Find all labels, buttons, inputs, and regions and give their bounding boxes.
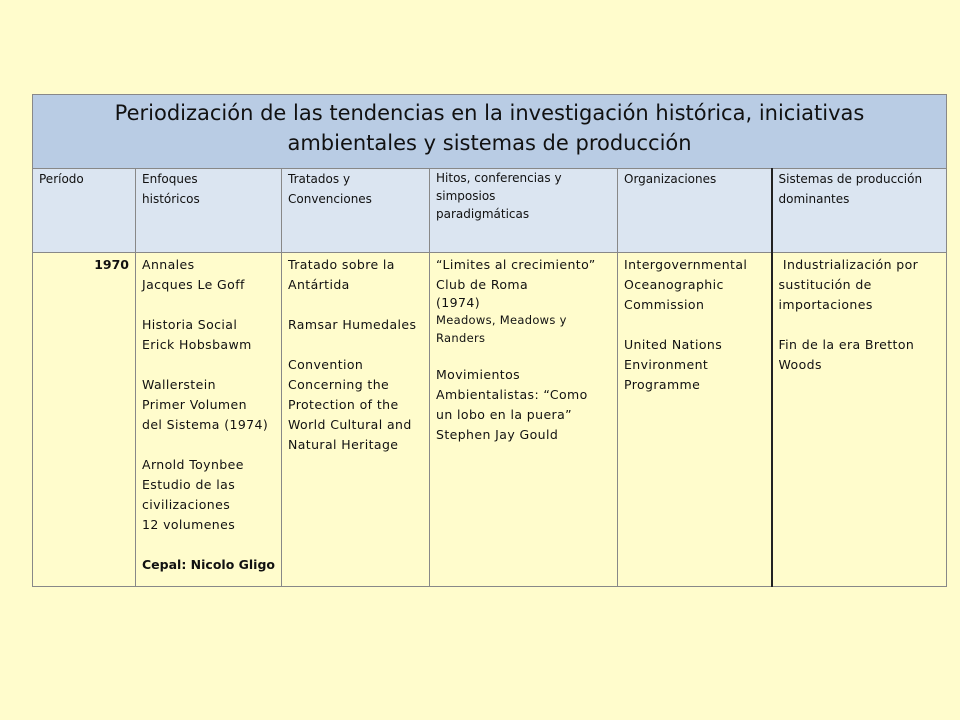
tratados-line: Protection of the [288, 397, 399, 412]
hitos-line: Movimientos [436, 367, 521, 382]
periodization-table-container [32, 94, 946, 587]
organizaciones-line: Commission [624, 297, 705, 312]
sistemas-line: sustitución de [778, 277, 872, 292]
period-value: 1970 [94, 257, 129, 272]
enfoques-line: Estudio de las [142, 477, 236, 492]
hitos-line: “Limites al crecimiento” [436, 257, 596, 272]
header-hitos-line-3: paradigmáticas [436, 207, 530, 221]
enfoques-line: Wallerstein [142, 377, 216, 392]
enfoques-line: Jacques Le Goff [142, 277, 245, 292]
spacer [624, 315, 765, 335]
tratados-line: Tratado sobre la [288, 257, 395, 272]
header-tratados [282, 169, 430, 253]
cell-sistemas [772, 253, 947, 587]
cell-period [33, 253, 136, 587]
enfoques-line-cepal: Cepal: Nicolo Gligo [142, 557, 276, 572]
organizaciones-line: Programme [624, 377, 701, 392]
header-enfoques-line-2: históricos [142, 192, 200, 206]
cell-hitos [430, 253, 618, 587]
header-organizaciones [618, 169, 772, 253]
spacer [142, 295, 275, 315]
organizaciones-line: Oceanographic [624, 277, 724, 292]
hitos-line: Ambientalistas: “Como [436, 387, 588, 402]
header-periodo [33, 169, 136, 253]
header-organizaciones-line-1: Organizaciones [624, 172, 717, 186]
tratados-line: Antártida [288, 277, 350, 292]
header-sistemas [772, 169, 947, 253]
header-enfoques-line-1: Enfoques [142, 172, 198, 186]
header-enfoques [136, 169, 282, 253]
periodization-table [32, 94, 947, 587]
enfoques-line: del Sistema (1974) [142, 417, 269, 432]
hitos-line: (1974) [436, 295, 480, 310]
header-hitos-line-1: Hitos, conferencias y [436, 171, 562, 185]
spacer [142, 355, 275, 375]
sistemas-line: Woods [778, 357, 822, 372]
enfoques-line: Annales [142, 257, 195, 272]
tratados-line: Ramsar Humedales [288, 317, 417, 332]
tratados-line: World Cultural and [288, 417, 412, 432]
sistemas-line: importaciones [778, 297, 873, 312]
header-sistemas-line-2: dominantes [778, 192, 850, 206]
sistemas-line: Fin de la era Bretton [778, 337, 915, 352]
hitos-line: Stephen Jay Gould [436, 427, 559, 442]
enfoques-line: 12 volumenes [142, 517, 236, 532]
header-periodo-label: Período [39, 172, 84, 186]
organizaciones-line: United Nations [624, 337, 723, 352]
cell-organizaciones [618, 253, 772, 587]
enfoques-line: Arnold Toynbee [142, 457, 244, 472]
spacer [779, 315, 941, 335]
spacer [142, 435, 275, 455]
enfoques-line: Historia Social [142, 317, 238, 332]
table-title-line-1: Periodización de las tendencias en la investigación histórica, iniciativas [114, 101, 865, 125]
spacer [142, 535, 275, 555]
table-title-line-2: ambientales y sistemas de producción [287, 131, 692, 155]
hitos-line: Meadows, Meadows y [436, 313, 567, 327]
enfoques-line: civilizaciones [142, 497, 231, 512]
organizaciones-line: Intergovernmental [624, 257, 748, 272]
header-hitos-line-2: simposios [436, 189, 496, 203]
spacer [288, 295, 423, 315]
header-hitos [430, 169, 618, 253]
enfoques-line: Primer Volumen [142, 397, 247, 412]
cell-tratados [282, 253, 430, 587]
enfoques-line: Erick Hobsbawm [142, 337, 252, 352]
hitos-line: Club de Roma [436, 277, 529, 292]
header-tratados-line-2: Convenciones [288, 192, 372, 206]
hitos-line: un lobo en la puera” [436, 407, 573, 422]
spacer [436, 347, 611, 365]
header-tratados-line-1: Tratados y [288, 172, 351, 186]
spacer [288, 335, 423, 355]
tratados-line: Concerning the [288, 377, 390, 392]
organizaciones-line: Environment [624, 357, 709, 372]
table-row [33, 253, 947, 587]
cell-enfoques [136, 253, 282, 587]
table-title [33, 95, 947, 169]
header-sistemas-line-1: Sistemas de producción [778, 172, 923, 186]
hitos-line: Randers [436, 331, 486, 345]
sistemas-line: Industrialización por [778, 257, 919, 272]
tratados-line: Natural Heritage [288, 437, 399, 452]
tratados-line: Convention [288, 357, 364, 372]
